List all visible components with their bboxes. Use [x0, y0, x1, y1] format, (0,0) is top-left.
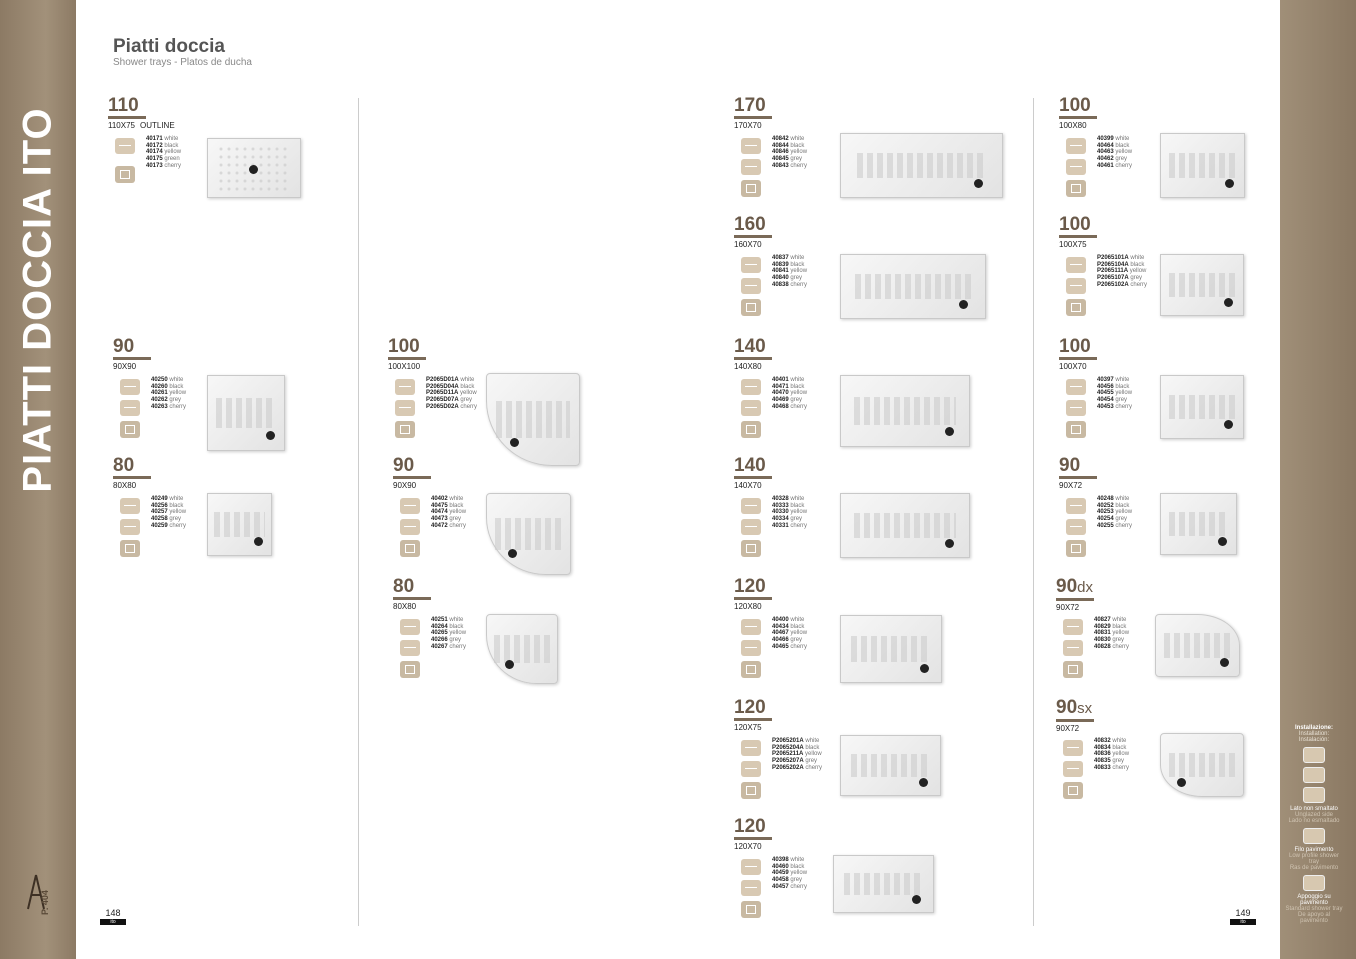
install-type-icon: [400, 661, 420, 678]
size-underline: [1056, 598, 1094, 601]
product-code: 40473 grey: [431, 516, 462, 523]
product-code: 40466 grey: [772, 637, 803, 644]
tray-profile-icon: [741, 740, 761, 756]
product-code: 40471 black: [772, 383, 805, 390]
dimensions-label: 80X80: [113, 481, 137, 490]
install-item-es: Lado no esmaltado: [1288, 818, 1340, 824]
tray-profile-icon: [741, 880, 761, 896]
product-block: [734, 214, 808, 288]
product-code-list: [1097, 377, 1132, 411]
shower-tray-image: [840, 254, 986, 319]
product-code: 40830 grey: [1094, 637, 1125, 644]
install-type-icon: [395, 421, 415, 438]
install-type-icon: [1303, 828, 1325, 844]
product-code: 40434 black: [772, 623, 805, 630]
product-code: P2065D01A white: [426, 377, 475, 383]
tray-profile-icon: [1066, 498, 1086, 514]
size-underline: [393, 597, 431, 600]
size-heading: 80: [113, 455, 135, 476]
tray-profile-icon: [741, 138, 761, 154]
product-code: 40456 black: [1097, 383, 1130, 390]
product-code: 40263 cherry: [151, 403, 187, 410]
size-heading: 170: [734, 95, 766, 116]
install-type-icon: [1303, 875, 1325, 891]
install-type-icon: [741, 421, 761, 438]
product-code: P2065102A cherry: [1097, 281, 1148, 288]
size-heading: 90: [113, 336, 135, 357]
product-code: P2065204A black: [772, 744, 820, 751]
install-heading-en: Installation:: [1298, 731, 1330, 737]
size-heading: 90: [1059, 455, 1081, 476]
dimensions-label: 110X75 OUTLINE: [108, 121, 175, 130]
install-type-icon: [741, 180, 761, 197]
product-code-list: [772, 857, 807, 891]
tray-profile-icon: [741, 400, 761, 416]
product-code: 40259 cherry: [151, 522, 187, 529]
size-underline: [734, 116, 772, 119]
size-heading: 90dx: [1056, 576, 1093, 597]
shower-tray-image: [1155, 614, 1240, 677]
tray-profile-icon: [1063, 740, 1083, 756]
install-type-icon: [741, 782, 761, 799]
product-code: 40172 black: [146, 142, 179, 149]
size-heading: 80: [393, 576, 415, 597]
shower-tray-image: [486, 493, 571, 575]
product-code: P2065D11A yellow: [426, 390, 477, 397]
product-code: 40397 white: [1097, 377, 1130, 383]
product-code: 40463 yellow: [1097, 149, 1133, 156]
product-code: 40331 cherry: [772, 522, 808, 529]
install-heading: Installazione:: [1294, 725, 1333, 731]
product-code: 40839 black: [772, 261, 805, 268]
product-code: 40174 yellow: [146, 149, 182, 156]
size-heading: 140: [734, 455, 766, 476]
dimensions-label: 90X90: [113, 362, 137, 371]
tray-profile-icon: [1066, 379, 1086, 395]
product-block: [1056, 697, 1130, 771]
install-item-en: Unglazed side: [1294, 812, 1334, 818]
tray-profile-icon: [741, 159, 761, 175]
tray-profile-icon: [1066, 400, 1086, 416]
product-code: 40833 cherry: [1094, 764, 1130, 771]
column-divider: [1033, 98, 1034, 926]
shower-tray-image: [1160, 133, 1245, 198]
product-code: 40843 cherry: [772, 162, 808, 169]
product-code: 40402 white: [431, 496, 464, 502]
size-underline: [113, 357, 151, 360]
product-code-list: [1094, 738, 1129, 772]
product-code: P2065207A grey: [772, 758, 818, 765]
product-code: 40462 grey: [1097, 156, 1128, 163]
install-item-label: Filo pavimento: [1294, 847, 1334, 853]
product-code: 40255 cherry: [1097, 522, 1133, 529]
dimensions-label: 100X70: [1059, 362, 1087, 371]
size-heading: 100: [388, 336, 420, 357]
dimensions-label: 170X70: [734, 121, 762, 130]
shower-tray-image: [840, 493, 970, 558]
tray-profile-icon: [1063, 640, 1083, 656]
product-code: 40265 yellow: [431, 630, 467, 637]
product-block: [1059, 336, 1133, 410]
shower-tray-image: [840, 615, 942, 683]
product-code: 40464 black: [1097, 142, 1130, 149]
shower-tray-image: [1160, 375, 1244, 439]
product-code: 40846 yellow: [772, 149, 808, 156]
product-code-list: [772, 377, 807, 411]
install-item-en: Low profile shower tray: [1288, 853, 1340, 865]
product-code-list: [151, 377, 186, 411]
size-underline: [1059, 235, 1097, 238]
tray-profile-icon: [400, 640, 420, 656]
size-underline: [388, 357, 426, 360]
product-code: 40250 white: [151, 377, 184, 383]
product-block: [734, 455, 808, 529]
product-block: [1056, 576, 1130, 650]
size-heading: 140: [734, 336, 766, 357]
product-code: 40401 white: [772, 377, 805, 383]
product-code: 40399 white: [1097, 136, 1130, 142]
product-code: 40837 white: [772, 255, 805, 261]
tray-profile-icon: [741, 498, 761, 514]
install-heading-es: Instalación:: [1298, 737, 1330, 743]
product-code: P2065D02A cherry: [426, 403, 478, 410]
product-code-list: [772, 617, 807, 651]
tray-profile-icon: [120, 400, 140, 416]
product-code: 40475 black: [431, 502, 464, 509]
tray-profile-icon: [1063, 761, 1083, 777]
shower-tray-image: [1160, 733, 1244, 797]
tray-profile-icon: [1063, 619, 1083, 635]
dimensions-label: 140X80: [734, 362, 762, 371]
tray-profile-icon: [395, 379, 415, 395]
size-underline: [1059, 476, 1097, 479]
product-code: P2065101A white: [1097, 255, 1145, 261]
shower-tray-image: [1160, 254, 1244, 316]
dimensions-label: 120X70: [734, 842, 762, 851]
product-block: [113, 455, 187, 529]
product-block: [1059, 95, 1133, 169]
install-item-en: Standard shower tray: [1285, 906, 1343, 912]
shower-tray-image: [840, 133, 1003, 198]
install-type-icon: [741, 901, 761, 918]
install-item-es: De apoyo al pavimento: [1297, 912, 1331, 924]
product-code: 40834 black: [1094, 744, 1127, 751]
install-type-icon: [1066, 540, 1086, 557]
shower-tray-image: [840, 375, 970, 447]
product-code: 40467 yellow: [772, 630, 808, 637]
dimensions-label: 120X80: [734, 602, 762, 611]
product-code: 40472 cherry: [431, 522, 467, 529]
product-code: 40469 grey: [772, 397, 803, 404]
dimensions-label: 90X72: [1059, 481, 1083, 490]
tray-profile-icon: [1066, 138, 1086, 154]
product-block: [393, 455, 467, 529]
size-underline: [734, 357, 772, 360]
size-underline: [1059, 116, 1097, 119]
product-code: P2065104A black: [1097, 261, 1145, 268]
tray-profile-icon: [1066, 278, 1086, 294]
product-block: [734, 697, 823, 771]
product-code-list: [772, 496, 807, 530]
install-type-icon: [1066, 421, 1086, 438]
tray-profile-icon: [1066, 257, 1086, 273]
product-code: 40454 grey: [1097, 397, 1128, 404]
size-heading: 160: [734, 214, 766, 235]
product-code: 40249 white: [151, 496, 184, 502]
page-title: Piatti doccia: [113, 36, 225, 57]
install-type-icon: [1303, 767, 1325, 783]
install-type-icon: [741, 540, 761, 557]
page-number-left: 148 ito: [100, 908, 126, 925]
install-item-es: Ras de pavimento: [1289, 865, 1339, 871]
size-underline: [393, 476, 431, 479]
product-code: 40457 cherry: [772, 883, 808, 890]
product-code: 40257 yellow: [151, 509, 187, 516]
install-type-icon: [741, 661, 761, 678]
page-reference: P. 404: [40, 890, 50, 915]
column-divider: [358, 98, 359, 926]
size-heading: 120: [734, 576, 766, 597]
size-underline: [734, 718, 772, 721]
product-code: 40258 grey: [151, 516, 182, 523]
tray-profile-icon: [400, 498, 420, 514]
product-code-list: [431, 617, 466, 651]
size-underline: [734, 235, 772, 238]
install-type-icon: [1066, 180, 1086, 197]
product-code: 40267 cherry: [431, 643, 467, 650]
product-code: 40827 white: [1094, 617, 1127, 623]
product-code: 40474 yellow: [431, 509, 467, 516]
install-type-icon: [120, 540, 140, 557]
product-code: P2065201A white: [772, 738, 820, 744]
install-type-icon: [1066, 299, 1086, 316]
page-number-right: 149 ito: [1230, 908, 1256, 925]
product-block: [393, 576, 467, 650]
dimensions-label: 100X80: [1059, 121, 1087, 130]
product-code: 40838 cherry: [772, 281, 808, 288]
size-heading: 90sx: [1056, 697, 1093, 718]
product-code: 40842 white: [772, 136, 805, 142]
product-code-list: [772, 136, 807, 170]
product-code: P2065107A grey: [1097, 275, 1143, 282]
product-code: 40468 cherry: [772, 403, 808, 410]
product-code: 40261 yellow: [151, 390, 187, 397]
size-heading: 100: [1059, 336, 1091, 357]
tray-profile-icon: [741, 519, 761, 535]
dimensions-label: 100X75: [1059, 240, 1087, 249]
vertical-section-title: PIATTI DOCCIA ITO: [15, 107, 60, 493]
product-block: [113, 336, 187, 410]
product-code-list: [1097, 255, 1147, 289]
product-code-list: [426, 377, 477, 411]
dimensions-label: 100X100: [388, 362, 421, 371]
product-code-list: [1097, 496, 1132, 530]
product-code-list: [146, 136, 181, 170]
tray-profile-icon: [120, 498, 140, 514]
product-code: 40260 black: [151, 383, 184, 390]
product-code: 40840 grey: [772, 275, 803, 282]
dimensions-label: 90X72: [1056, 603, 1080, 612]
tray-profile-icon: [741, 859, 761, 875]
dimensions-label: 90X72: [1056, 724, 1080, 733]
product-code: 40171 white: [146, 136, 179, 142]
install-item-label: Appoggio su pavimento: [1297, 894, 1331, 906]
install-type-icon: [1063, 782, 1083, 799]
product-code: 40460 black: [772, 863, 805, 870]
shower-tray-image: [486, 373, 580, 466]
product-code: 40458 grey: [772, 877, 803, 884]
product-block: [734, 95, 808, 169]
product-code-list: [772, 255, 807, 289]
product-code: 40453 cherry: [1097, 403, 1133, 410]
product-code: 40841 yellow: [772, 268, 808, 275]
product-code: P2065D04A black: [426, 383, 475, 390]
product-block: [1059, 455, 1133, 529]
product-code-list: [151, 496, 186, 530]
dimensions-label: 80X80: [393, 602, 417, 611]
tray-profile-icon: [741, 619, 761, 635]
product-code: 40832 white: [1094, 738, 1127, 744]
install-type-icon: [115, 166, 135, 183]
product-block: [388, 336, 478, 410]
product-code: 40334 grey: [772, 516, 803, 523]
tray-profile-icon: [120, 379, 140, 395]
shower-tray-image: [207, 493, 272, 556]
product-code-list: [1097, 136, 1132, 170]
installation-legend: [1284, 725, 1344, 924]
tray-profile-icon: [1066, 519, 1086, 535]
size-underline: [108, 116, 146, 119]
install-item-label: Lato non smaltato: [1290, 806, 1338, 812]
product-code: 40256 black: [151, 502, 184, 509]
product-code: 40264 black: [431, 623, 464, 630]
shower-tray-image: [1160, 493, 1237, 555]
product-code: 40459 yellow: [772, 870, 808, 877]
product-code: 40330 yellow: [772, 509, 808, 516]
product-code: 40828 cherry: [1094, 643, 1130, 650]
product-code: 40175 green: [146, 156, 180, 163]
product-code: P2065111A yellow: [1097, 268, 1147, 275]
size-heading: 110: [108, 95, 139, 116]
product-block: [734, 576, 808, 650]
install-type-icon: [1063, 661, 1083, 678]
tray-profile-icon: [1066, 159, 1086, 175]
tray-profile-icon: [741, 640, 761, 656]
product-code: 40266 grey: [431, 637, 462, 644]
product-code: 40253 yellow: [1097, 509, 1133, 516]
product-block: [734, 816, 808, 890]
product-block: [1059, 214, 1148, 288]
install-type-icon: [120, 421, 140, 438]
size-underline: [734, 597, 772, 600]
tray-profile-icon: [741, 761, 761, 777]
shower-tray-image: [840, 735, 941, 796]
product-code: 40465 cherry: [772, 643, 808, 650]
size-heading: 120: [734, 816, 766, 837]
tray-profile-icon: [120, 519, 140, 535]
size-heading: 120: [734, 697, 766, 718]
product-code-list: [772, 738, 822, 772]
product-block: [734, 336, 808, 410]
product-code: 40835 grey: [1094, 758, 1125, 765]
product-code: 40461 cherry: [1097, 162, 1133, 169]
product-code: 40252 black: [1097, 502, 1130, 509]
tray-profile-icon: [741, 278, 761, 294]
install-type-icon: [741, 299, 761, 316]
product-block: [108, 95, 182, 169]
install-type-icon: [400, 540, 420, 557]
size-underline: [1059, 357, 1097, 360]
product-code: 40254 grey: [1097, 516, 1128, 523]
product-code: 40248 white: [1097, 496, 1130, 502]
size-underline: [734, 837, 772, 840]
product-code: 40400 white: [772, 617, 805, 623]
product-code: 40262 grey: [151, 397, 182, 404]
product-code: 40829 black: [1094, 623, 1127, 630]
product-code: 40455 yellow: [1097, 390, 1133, 397]
tray-profile-icon: [741, 257, 761, 273]
size-heading: 100: [1059, 214, 1091, 235]
tray-profile-icon: [741, 379, 761, 395]
install-type-icon: [1303, 747, 1325, 763]
product-code-list: [1094, 617, 1129, 651]
shower-tray-image: [486, 614, 558, 684]
product-code: 40173 cherry: [146, 162, 182, 169]
product-code: 40845 grey: [772, 156, 803, 163]
page-subtitle: Shower trays - Platos de ducha: [113, 57, 252, 68]
product-code: P2065202A cherry: [772, 764, 823, 771]
product-code: 40831 yellow: [1094, 630, 1130, 637]
tray-profile-icon: [115, 138, 135, 154]
size-heading: 100: [1059, 95, 1091, 116]
product-code: 40328 white: [772, 496, 805, 502]
shower-tray-image: [207, 375, 285, 451]
size-underline: [734, 476, 772, 479]
shower-tray-image: [833, 855, 934, 913]
tray-profile-icon: [400, 519, 420, 535]
product-code: 40398 white: [772, 857, 805, 863]
install-type-icon: [1303, 787, 1325, 803]
product-code: P2065D07A grey: [426, 397, 473, 404]
dimensions-label: 160X70: [734, 240, 762, 249]
shower-tray-image: [207, 138, 301, 198]
product-code-list: [431, 496, 466, 530]
tray-profile-icon: [400, 619, 420, 635]
size-underline: [113, 476, 151, 479]
product-code: 40470 yellow: [772, 390, 808, 397]
size-underline: [1056, 719, 1094, 722]
product-code: 40836 yellow: [1094, 751, 1130, 758]
dimensions-label: 120X75: [734, 723, 762, 732]
dimensions-label: 90X90: [393, 481, 417, 490]
product-code: 40251 white: [431, 617, 464, 623]
dimensions-label: 140X70: [734, 481, 762, 490]
product-code: 40333 black: [772, 502, 805, 509]
product-code: 40844 black: [772, 142, 805, 149]
product-code: P2065211A yellow: [772, 751, 822, 758]
tray-profile-icon: [395, 400, 415, 416]
size-heading: 90: [393, 455, 415, 476]
